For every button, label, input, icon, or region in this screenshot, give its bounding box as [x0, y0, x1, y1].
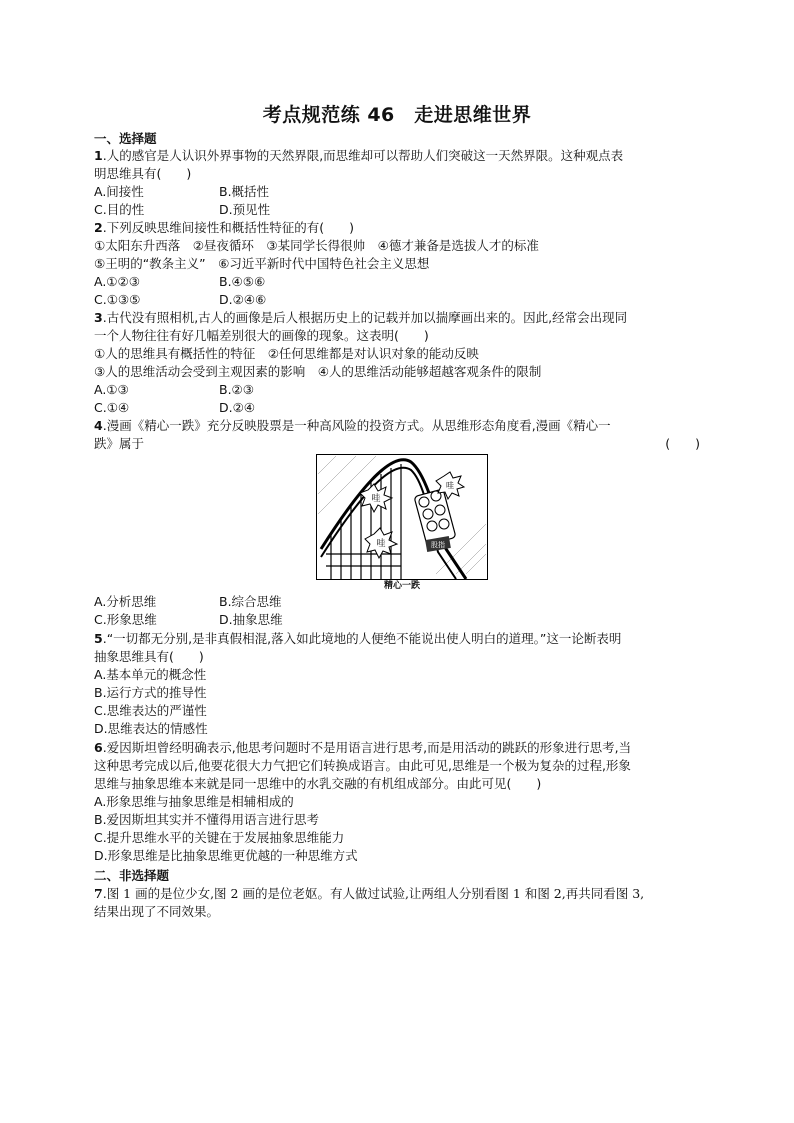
option-b: B.④⑤⑥	[219, 274, 266, 289]
option-d: D.形象思维是比抽象思维更优越的一种思维方式	[94, 848, 358, 863]
option-c: C.思维表达的严谨性	[94, 703, 207, 718]
option-a: A.间接性	[94, 184, 144, 199]
question-text-line: 这种思考完成以后,他要花很大力气把它们转换成语言。由此可见,思维是一个极为复杂的过程,形象	[94, 758, 631, 773]
option-c: C.形象思维	[94, 612, 157, 627]
option-b: B.综合思维	[219, 594, 282, 609]
question-text-line: 结果出现了不同效果。	[94, 904, 220, 919]
svg-text:哇: 哇	[371, 494, 381, 504]
page-title: 考点规范练 46 走进思维世界	[262, 104, 532, 126]
option-d: D.思维表达的情感性	[94, 721, 208, 736]
option-d: D.②④⑥	[219, 292, 267, 307]
question-text-line: ⑤王明的“教条主义” ⑥习近平新时代中国特色社会主义思想	[94, 256, 430, 271]
question-text-line: 爱因斯坦曾经明确表示,他思考问题时不是用语言进行思考,而是用活动的跳跃的形象进行思考,当	[106, 740, 632, 755]
section-heading-nonchoice: 二、非选择题	[94, 868, 170, 883]
question-text-line: 明思维具有( )	[94, 166, 192, 181]
svg-text:哇: 哇	[376, 539, 386, 549]
question-text-line: 古代没有照相机,古人的画像是后人根据历史上的记载并加以揣摩画出来的。因此,经常会出现同	[106, 310, 628, 325]
option-c: C.①③⑤	[94, 292, 141, 307]
question-number: 3	[94, 310, 103, 325]
question-number: 1	[94, 148, 103, 163]
question-text-line: 图 1 画的是位少女,图 2 画的是位老妪。有人做过试验,让两组人分别看图 1 和图 2,再共同看图 3,	[106, 886, 645, 901]
answer-paren: ( )	[665, 436, 700, 451]
question-2: 2.下列反映思维间接性和概括性特征的有( ) ①太阳东升西落 ②昼夜循环 ③某同学长得很帅 ④德才兼备是选拔人才的标准 ⑤王明的“教条主义” ⑥习近平新时代中国特色社会主义思想	[94, 219, 700, 273]
option-c: C.①④	[94, 400, 130, 415]
question-text-line: 人的感官是人认识外界事物的天然界限,而思维却可以帮助人们突破这一天然界限。这种观点表	[106, 148, 624, 163]
question-text-line: 漫画《精心一跌》充分反映股票是一种高风险的投资方式。从思维形态角度看,漫画《精心一	[106, 418, 611, 433]
question-4: 4.漫画《精心一跌》充分反映股票是一种高风险的投资方式。从思维形态角度看,漫画《精心一 跌》属于 ( )	[94, 418, 700, 451]
svg-text:哇: 哇	[446, 481, 454, 490]
question-text-line: 抽象思维具有( )	[94, 649, 204, 664]
question-7: 7.图 1 画的是位少女,图 2 画的是位老妪。有人做过试验,让两组人分别看图 1 和图 2,再共同看图 3, 结果出现了不同效果。	[94, 885, 700, 921]
option-a: A.形象思维与抽象思维是相辅相成的	[94, 794, 294, 809]
option-b: B.概括性	[219, 184, 270, 199]
question-number: 5	[94, 631, 103, 646]
option-b: B.运行方式的推导性	[94, 685, 207, 700]
option-d: D.抽象思维	[219, 612, 283, 627]
question-text-line: 一个人物往往有好几幅差别很大的画像的现象。这表明( )	[94, 328, 429, 343]
option-a: A.基本单元的概念性	[94, 667, 207, 682]
option-d: D.②④	[219, 400, 256, 415]
cartoon-roller-coaster	[316, 454, 488, 580]
question-number: 2	[94, 220, 103, 235]
question-6: 6.爱因斯坦曾经明确表示,他思考问题时不是用语言进行思考,而是用活动的跳跃的形象进行思考,当 这种思考完成以后,他要花很大力气把它们转换成语言。由此可见,思维是一个极为复杂的过程,形象 思维与抽象思维本来就是同一思维中的水乳交融的有机组成部分。由此可见( ) A.形象思维与抽象思维是相辅相成的 B.爱因斯坦其实并不懂得用语言进行思考 C.提升思维水平的关键在于发展抽象思维能力 D.形象思维是比抽象思维更优越的一种思维方式	[94, 739, 700, 865]
question-text-line: ①人的思维具有概括性的特征 ②任何思维都是对认识对象的能动反映	[94, 346, 479, 361]
option-c: C.提升思维水平的关键在于发展抽象思维能力	[94, 830, 345, 845]
question-3: 3.古代没有照相机,古人的画像是后人根据历史上的记载并加以揣摩画出来的。因此,经常会出现同 一个人物往往有好几幅差别很大的画像的现象。这表明( ) ①人的思维具有概括性的特征 ②任何思维都是对认识对象的能动反映 ③人的思维活动会受到主观因素的影响 ④人的思维活动能够超越客观条件的限制	[94, 309, 700, 381]
option-a: A.分析思维	[94, 594, 157, 609]
option-b: B.爱因斯坦其实并不懂得用语言进行思考	[94, 812, 320, 827]
option-d: D.预见性	[219, 202, 271, 217]
question-text-line: 跌》属于	[94, 436, 145, 451]
cartoon-caption: 精心一跌	[383, 581, 420, 591]
question-number: 4	[94, 418, 103, 433]
question-text-line: ①太阳东升西落 ②昼夜循环 ③某同学长得很帅 ④德才兼备是选拔人才的标准	[94, 238, 539, 253]
car-label: 股指	[431, 541, 445, 549]
question-1: 1.人的感官是人认识外界事物的天然界限,而思维却可以帮助人们突破这一天然界限。这种观点表 明思维具有( )	[94, 147, 700, 183]
option-a: A.①②③	[94, 274, 140, 289]
option-a: A.①③	[94, 382, 129, 397]
question-text-line: ③人的思维活动会受到主观因素的影响 ④人的思维活动能够超越客观条件的限制	[94, 364, 542, 379]
question-5: 5.“一切都无分别,是非真假相混,落入如此境地的人便绝不能说出使人明白的道理。”这一论断表明 抽象思维具有( ) A.基本单元的概念性 B.运行方式的推导性 C.思维表达的严谨性 D.思维表达的情感性	[94, 630, 700, 738]
option-b: B.②③	[219, 382, 254, 397]
question-number: 7	[94, 886, 103, 901]
question-number: 6	[94, 740, 103, 755]
section-heading-choice: 一、选择题	[94, 131, 157, 146]
question-text-line: 下列反映思维间接性和概括性特征的有( )	[106, 220, 354, 235]
question-text-line: 思维与抽象思维本来就是同一思维中的水乳交融的有机组成部分。由此可见( )	[94, 776, 542, 791]
question-text-line: “一切都无分别,是非真假相混,落入如此境地的人便绝不能说出使人明白的道理。”这一论断表明	[106, 631, 622, 646]
option-c: C.目的性	[94, 202, 145, 217]
